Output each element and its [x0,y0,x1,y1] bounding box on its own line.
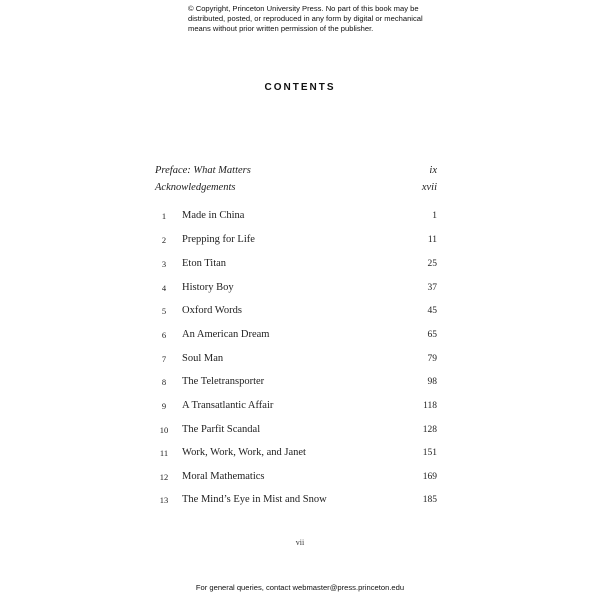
chapter-entry [158,471,437,485]
footer-contact: For general queries, contact webmaster@press.princeton.edu [195,583,405,592]
chapter-entry [158,494,437,508]
front-matter-entry [155,165,437,176]
chapter-number: 11 [159,448,169,458]
chapter-page: 118 [423,401,437,411]
chapter-page: 128 [422,425,437,435]
chapter-page: 79 [427,354,437,364]
copyright-notice: © Copyright, Princeton University Press. No part of this book may be distributed, posted, or reproduced in any form by digital or mechanical means without prior written permission of the publisher. [188,4,423,33]
chapter-page: 37 [427,283,437,293]
chapter-title: The Parfit Scandal [182,424,261,435]
front-matter-page: xvii [421,182,437,193]
chapter-title: The Teletransporter [182,376,265,387]
chapter-page: 65 [427,330,437,340]
front-matter-title: Preface: What Matters [155,165,251,176]
chapter-entry [158,447,437,461]
chapter-page: 45 [427,306,437,316]
chapter-entry [158,424,437,438]
chapter-page: 151 [422,448,437,458]
contents-heading: CONTENTS [264,82,336,93]
chapter-number: 13 [159,495,169,505]
chapter-number: 1 [161,211,167,221]
chapter-page: 98 [427,377,437,387]
chapter-title: History Boy [182,282,234,293]
chapter-title: A Transatlantic Affair [182,400,274,411]
chapter-number: 7 [161,354,167,364]
chapter-title: Prepping for Life [182,234,255,245]
chapter-page: 185 [422,495,437,505]
chapter-page: 25 [427,259,437,269]
chapter-page: 1 [432,211,437,221]
chapter-number: 6 [161,330,167,340]
chapter-entry [158,282,437,296]
chapter-page: 169 [422,472,437,482]
chapter-entry [158,329,437,343]
chapter-number: 3 [161,259,167,269]
front-matter-entry [155,182,437,193]
chapter-entry [158,376,437,390]
chapter-entry [158,258,437,272]
chapter-number: 5 [161,306,167,316]
chapter-title: An American Dream [182,329,270,340]
chapter-title: Moral Mathematics [182,471,265,482]
chapter-title: Oxford Words [182,305,242,316]
front-matter-page: ix [429,165,437,176]
chapter-entry [158,353,437,367]
chapter-title: Eton Titan [182,258,227,269]
chapter-title: The Mind’s Eye in Mist and Snow [182,494,327,505]
chapter-entry [158,210,437,224]
chapter-page: 11 [427,235,437,245]
chapter-number: 8 [161,377,167,387]
chapter-number: 2 [161,235,167,245]
chapter-number: 9 [161,401,167,411]
chapter-number: 12 [159,472,169,482]
chapter-entry [158,234,437,248]
page-folio: vii [295,538,305,547]
chapter-title: Work, Work, Work, and Janet [182,447,306,458]
front-matter-title: Acknowledgements [155,182,236,193]
chapter-entry [158,305,437,319]
chapter-entry [158,400,437,414]
chapter-number: 4 [161,283,167,293]
chapter-number: 10 [159,425,169,435]
chapter-title: Made in China [182,210,245,221]
chapter-title: Soul Man [182,353,224,364]
